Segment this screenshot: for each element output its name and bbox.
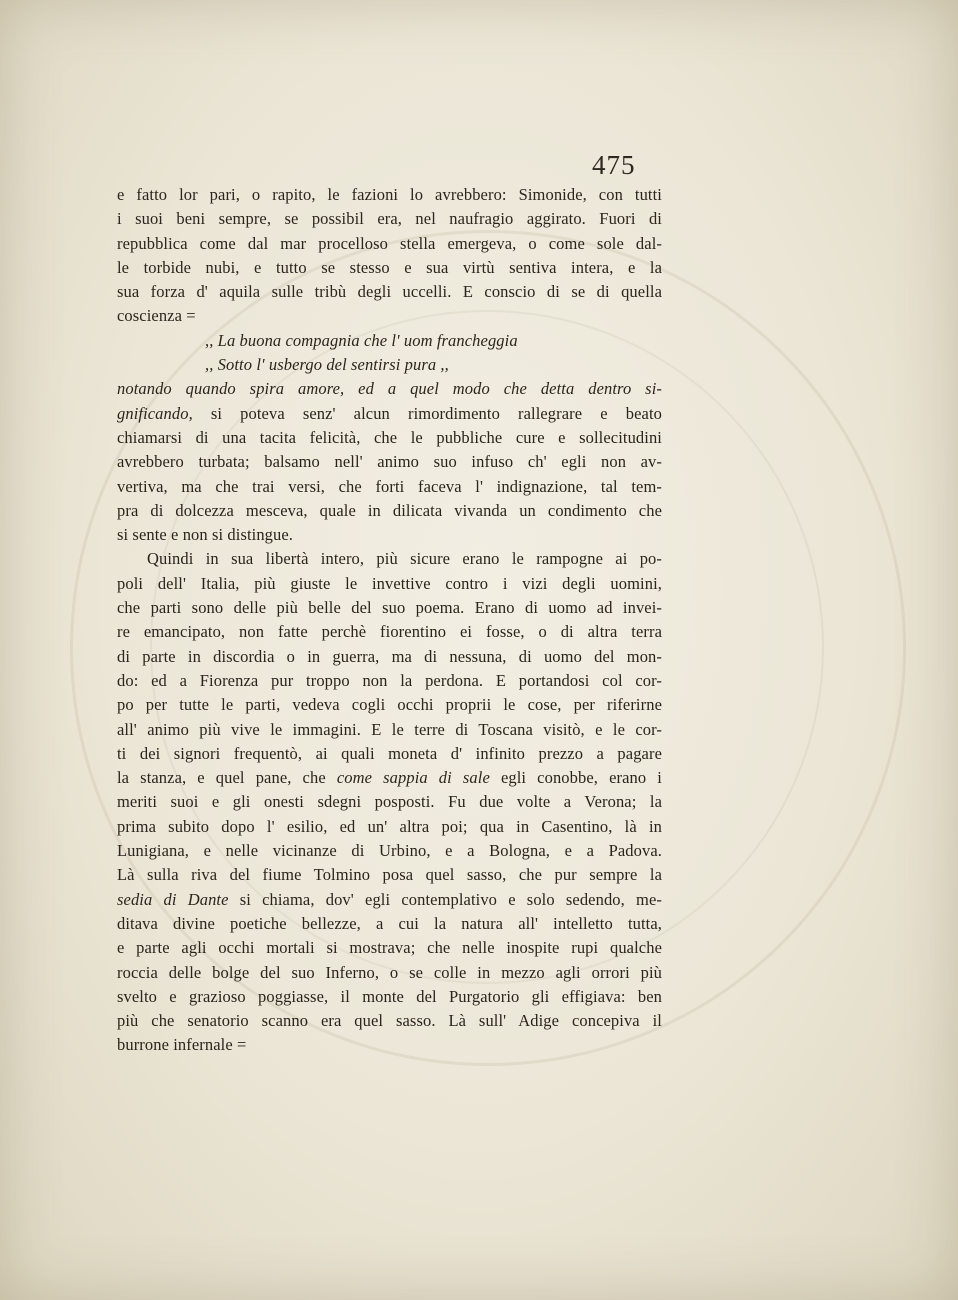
text-line: meriti suoi e gli onesti sdegni posposti. Fu due volte a Verona; la <box>117 792 662 812</box>
text-line <box>117 402 662 426</box>
text-line: vertiva, ma che trai versi, che forti faceva l' indignazione, tal tem- <box>117 476 662 496</box>
text-line <box>117 888 662 912</box>
text-line: ditava divine poetiche bellezze, a cui la natura all' intelletto tutta, <box>117 913 662 933</box>
text-run: egli conobbe, erano i <box>489 768 662 788</box>
text-line <box>117 377 662 401</box>
text-line: si sente e non si distingue. <box>117 525 294 545</box>
text-line: più che senatorio scanno era quel sasso. Là sull' Adige concepiva il <box>117 1011 662 1031</box>
text-line: chiamarsi di una tacita felicità, che le pubbliche cure e sollecitudini <box>117 427 662 447</box>
text-line: che parti sono delle più belle del suo poema. Erano di uomo ad invei- <box>117 598 662 618</box>
italic-quote: come sappia di sale <box>336 768 490 788</box>
text-line: coscienza = <box>117 306 196 326</box>
page-number: 475 <box>592 150 636 180</box>
text-line: Lunigiana, e nelle vicinanze di Urbino, e a Bologna, e a Padova. <box>117 841 662 861</box>
text-line: prima subito dopo l' esilio, ed un' altra poi; qua in Casentino, là in <box>117 816 662 836</box>
text-line: burrone infernale = <box>117 1035 247 1055</box>
verse-line <box>117 353 662 377</box>
text-line: avrebbero turbata; balsamo nell' animo suo infuso ch' egli non av- <box>117 452 662 472</box>
text-line: svelto e grazioso poggiasse, il monte del Purgatorio gli effigiava: ben <box>117 986 662 1006</box>
text-line: roccia delle bolge del suo Inferno, o se colle in mezzo agli orrori più <box>117 962 662 982</box>
text-line: po per tutte le parti, vedeva cogli occhi proprii le cose, per riferirne <box>117 695 662 715</box>
text-line <box>117 766 662 790</box>
text-run: si poteva senz' alcun rimordimento rallegrare e beato <box>192 403 662 423</box>
text-line: do: ed a Fiorenza pur troppo non la perdona. E portandosi col cor- <box>117 670 662 690</box>
text-line: pra di dolcezza mesceva, quale in dilicata vivanda un condimento che <box>117 500 662 520</box>
text-line: e fatto lor pari, o rapito, le fazioni lo avrebbero: Simonide, con tutti <box>117 185 662 204</box>
text-run: si chiama, dov' egli contemplativo e solo sedendo, me- <box>228 889 662 909</box>
text-line: ti dei signori frequentò, ai quali moneta d' infinito prezzo a pagare <box>117 743 662 763</box>
paragraph-first-line: Quindi in sua libertà intero, più sicure erano le rampogne ai po- <box>147 549 662 569</box>
text-line: sua forza d' aquila sulle tribù degli uccelli. E conscio di se di quella <box>117 282 662 302</box>
verse-line <box>117 329 662 353</box>
text-line: all' animo più vive le immagini. E le terre di Toscana visitò, e le cor- <box>117 719 662 739</box>
text-line: e parte agli occhi mortali si mostrava; che nelle inospite rupi qualche <box>117 938 662 958</box>
italic-quote: sedia di Dante <box>117 889 229 909</box>
italic-quote: notando quando spira amore, ed a quel modo che detta dentro si- <box>117 379 662 399</box>
text-line: i suoi beni sempre, se possibil era, nel naufragio aggirato. Fuori di <box>117 209 662 229</box>
text-line: re emancipato, non fatte perchè fiorentino ei fosse, o di altra terra <box>117 622 662 642</box>
body-text <box>117 183 662 1058</box>
text-line: di parte in discordia o in guerra, ma di nessuna, di uomo del mon- <box>117 646 662 666</box>
text-line: poli dell' Italia, più giuste le invettive contro i vizi degli uomini, <box>117 573 662 593</box>
text-line: repubblica come dal mar procelloso stella emergeva, o come sole dal- <box>117 233 662 253</box>
italic-quote: gnificando, <box>117 403 193 423</box>
verse-text: ,, La buona compagnia che l' uom francheggia <box>205 330 518 350</box>
text-line: Là sulla riva del fiume Tolmino posa quel sasso, che pur sempre la <box>117 865 662 885</box>
text-run: la stanza, e quel pane, che <box>117 768 337 788</box>
text-line: le torbide nubi, e tutto se stesso e sua virtù sentiva intera, e la <box>117 257 662 277</box>
verse-text: ,, Sotto l' usbergo del sentirsi pura ,, <box>205 355 449 375</box>
